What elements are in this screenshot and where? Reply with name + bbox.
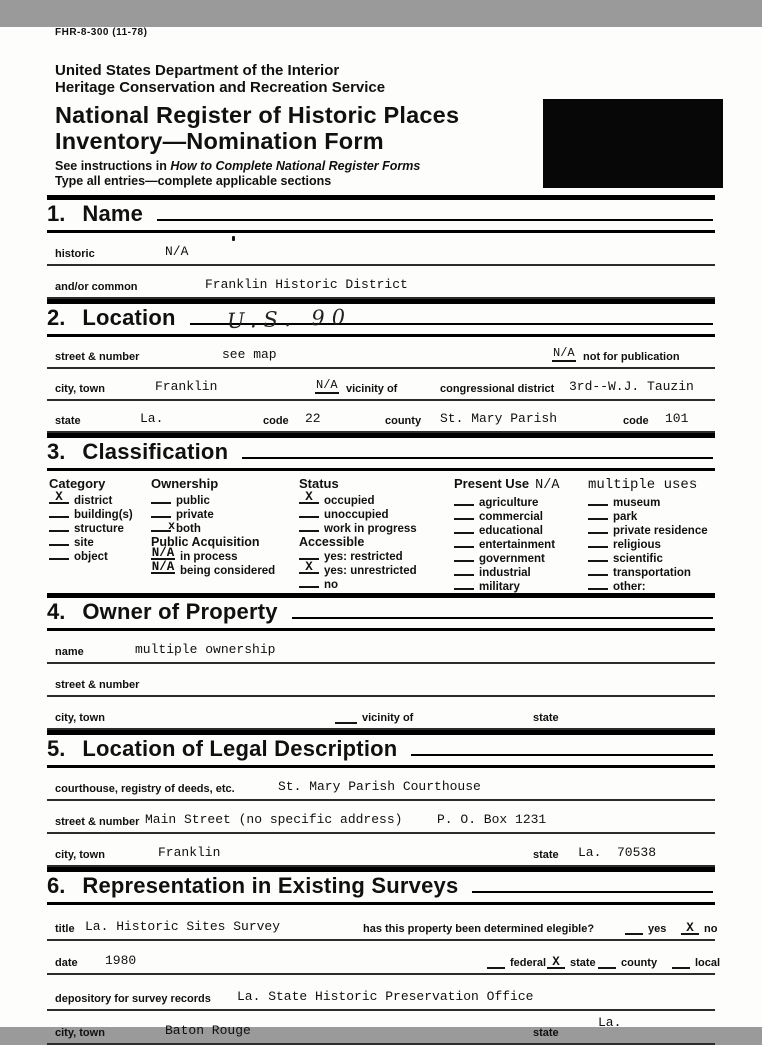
header-rule — [242, 457, 713, 459]
multiple-uses-column — [588, 476, 708, 593]
item-label: public — [176, 495, 210, 507]
check-mark: X — [305, 490, 313, 504]
class-item-government — [454, 551, 559, 565]
class-item-both — [151, 521, 275, 535]
present-use-header-label: Present Use — [454, 476, 530, 491]
check-mark: X — [552, 955, 560, 969]
eligible-no-check — [681, 921, 717, 935]
public-acquisition-subheader: Public Acquisition — [151, 535, 260, 549]
section-location — [47, 299, 715, 433]
section-number: 4. — [47, 599, 66, 624]
state-check-label: state — [570, 957, 596, 969]
survey-title-label: title — [55, 923, 75, 935]
item-label: object — [74, 551, 108, 563]
class-item-unoccupied — [299, 507, 417, 521]
check-blank — [547, 955, 565, 969]
item-label: commercial — [479, 511, 543, 523]
eligible-question: has this property been determined elegible? — [363, 923, 595, 935]
check-blank — [49, 507, 69, 518]
courthouse-value: St. Mary Parish Courthouse — [278, 779, 481, 794]
check-blank — [299, 507, 319, 518]
item-label: transportation — [613, 567, 691, 579]
field-row-depository — [47, 975, 715, 1011]
check-blank — [299, 490, 319, 504]
state-check — [547, 955, 596, 969]
federal-check — [487, 955, 546, 969]
item-label: site — [74, 537, 94, 549]
item-label: occupied — [324, 495, 375, 507]
class-item-public — [151, 493, 275, 507]
check-blank — [588, 509, 608, 520]
section-number: 6. — [47, 873, 66, 898]
class-item-structure — [49, 521, 133, 535]
item-label: park — [613, 511, 638, 523]
class-item-site — [49, 535, 133, 549]
section-title: Classification — [82, 439, 229, 464]
form-code: FHR-8-300 (11-78) — [55, 27, 148, 38]
section-title: Representation in Existing Surveys — [82, 873, 459, 898]
item-label: work in progress — [324, 523, 417, 535]
county-label: county — [621, 957, 658, 969]
check-blank — [335, 710, 357, 724]
status-column — [299, 476, 417, 591]
item-label: entertainment — [479, 539, 556, 551]
status-header: Status — [299, 476, 339, 491]
class-item-private-residence — [588, 523, 708, 537]
vicinity-label: vicinity of — [346, 383, 398, 395]
agency-header — [55, 63, 715, 96]
section-classification — [47, 433, 715, 598]
form-title-line-2: Inventory—Nomination Form — [55, 128, 384, 154]
legal-city-value: Franklin — [158, 845, 221, 860]
field-row-state — [47, 401, 715, 433]
section-number: 2. — [47, 305, 66, 330]
field-row-survey-city — [47, 1011, 715, 1045]
item-label: district — [74, 495, 113, 507]
stray-mark — [232, 236, 235, 241]
field-row-owner-name — [47, 631, 715, 664]
check-blank — [49, 490, 69, 504]
class-item-entertainment — [454, 537, 559, 551]
check-blank — [454, 509, 474, 520]
header-rule — [411, 754, 713, 756]
field-row-survey-date — [47, 941, 721, 975]
common-name-label: and/or common — [55, 281, 138, 293]
check-blank — [299, 521, 319, 532]
legal-street-value-2: P. O. Box 1231 — [437, 812, 547, 827]
code2-value: 101 — [665, 411, 689, 426]
item-label: building(s) — [74, 509, 133, 521]
field-row-courthouse — [47, 768, 715, 801]
class-item-religious — [588, 537, 708, 551]
category-column — [49, 476, 133, 563]
code-value: 22 — [305, 411, 321, 426]
section-owner-header — [47, 598, 715, 631]
field-row-common-name — [47, 266, 715, 299]
class-item-occupied — [299, 490, 417, 507]
header-rule — [157, 219, 713, 221]
section-legal-description — [47, 730, 715, 867]
field-row-owner-street — [47, 664, 715, 697]
county-label: county — [385, 415, 422, 427]
check-blank — [49, 535, 69, 546]
instructions-prefix: See instructions in — [55, 159, 171, 173]
handwritten-us-90: U.S. 90 — [226, 304, 353, 334]
survey-title-value: La. Historic Sites Survey — [85, 919, 281, 934]
section-name-header — [47, 200, 715, 233]
field-row-legal-street — [47, 801, 715, 834]
check-mark: N/A — [151, 560, 175, 574]
survey-date-label: date — [55, 957, 78, 969]
check-blank — [454, 537, 474, 548]
redaction-box — [543, 99, 723, 188]
item-label: no — [324, 579, 339, 591]
section-title: Name — [82, 201, 144, 226]
check-blank — [454, 579, 474, 590]
section-owner — [47, 598, 715, 730]
owner-vicinity-label: vicinity of — [362, 712, 414, 724]
survey-date-value: 1980 — [105, 953, 137, 968]
owner-name-label: name — [55, 646, 84, 658]
common-name-value: Franklin Historic District — [205, 277, 408, 292]
survey-state-label: state — [533, 1027, 559, 1039]
form-title-line-1: National Register of Historic Places — [55, 102, 460, 128]
instructions-line-2: Type all entries—complete applicable sections — [55, 174, 332, 188]
check-blank — [588, 537, 608, 548]
ownership-column — [151, 476, 275, 577]
check-blank — [151, 560, 175, 574]
section-title: Location of Legal Description — [82, 736, 398, 761]
classification-grid — [47, 471, 715, 598]
check-blank — [299, 560, 319, 574]
class-item-private — [151, 507, 275, 521]
courthouse-label: courthouse, registry of deeds, etc. — [55, 783, 235, 795]
section-name — [47, 195, 715, 299]
class-item-being-considered — [151, 560, 276, 577]
eligible-yes-check — [625, 921, 666, 935]
state-label: state — [55, 415, 81, 427]
survey-city-label: city, town — [55, 1027, 105, 1039]
section-legal-header — [47, 735, 715, 768]
check-blank — [625, 921, 643, 935]
legal-city-label: city, town — [55, 849, 105, 861]
historic-value: N/A — [165, 244, 189, 259]
congressional-district-value: 3rd--W.J. Tauzin — [569, 379, 694, 394]
check-blank — [672, 955, 690, 969]
county-check — [598, 955, 657, 969]
local-check — [672, 955, 720, 969]
class-item-scientific — [588, 551, 708, 565]
section-number: 1. — [47, 201, 66, 226]
section-title: Owner of Property — [82, 599, 278, 624]
item-label: educational — [479, 525, 543, 537]
item-label: government — [479, 553, 545, 565]
field-row-owner-city — [47, 697, 715, 730]
check-mark: X — [686, 921, 694, 935]
class-item-agriculture — [454, 495, 559, 509]
legal-street-value: Main Street (no specific address) — [145, 812, 403, 827]
check-mark: x — [168, 520, 175, 533]
class-item-other — [588, 579, 708, 593]
item-label: industrial — [479, 567, 531, 579]
check-blank — [299, 577, 319, 588]
present-use-column — [454, 476, 559, 593]
owner-street-label: street & number — [55, 679, 140, 691]
historic-label: historic — [55, 248, 95, 260]
present-use-na-note: N/A — [535, 478, 560, 493]
check-blank — [49, 549, 69, 560]
owner-city-label: city, town — [55, 712, 105, 724]
class-item-no — [299, 577, 417, 591]
multiple-uses-note — [588, 476, 708, 493]
class-item-industrial — [454, 565, 559, 579]
check-mark: X — [305, 560, 313, 574]
class-item-work-in-progress — [299, 521, 417, 535]
item-label: private — [176, 509, 214, 521]
local-label: local — [695, 957, 721, 969]
check-blank — [588, 523, 608, 534]
check-blank — [151, 520, 175, 533]
check-blank — [454, 551, 474, 562]
section-classification-header — [47, 438, 715, 471]
header-rule — [472, 891, 713, 893]
section-surveys — [47, 867, 721, 1045]
check-blank — [454, 523, 474, 534]
item-label: museum — [613, 497, 661, 509]
instructions-manual-title: How to Complete National Register Forms — [170, 159, 421, 173]
item-label: being considered — [180, 565, 276, 577]
state-value: La. — [140, 411, 164, 426]
city-value: Franklin — [155, 379, 218, 394]
item-label: yes: unrestricted — [324, 565, 417, 577]
section-location-header — [47, 304, 715, 337]
not-for-publication-na: N/A — [553, 346, 575, 360]
item-label: private residence — [613, 525, 708, 537]
multiple-uses-note-text: multiple uses — [588, 477, 698, 493]
section-title: Location — [82, 305, 176, 330]
check-blank — [588, 565, 608, 576]
class-item-military — [454, 579, 559, 593]
field-row-city — [47, 369, 715, 401]
item-label: both — [176, 523, 201, 535]
survey-city-value: Baton Rouge — [165, 1023, 251, 1038]
check-blank — [151, 546, 175, 560]
class-item-yes-unrestricted — [299, 560, 417, 577]
check-blank — [588, 551, 608, 562]
county-value: St. Mary Parish — [440, 411, 558, 426]
street-value: see map — [222, 347, 277, 362]
depository-value: La. State Historic Preservation Office — [237, 989, 534, 1004]
category-header: Category — [49, 476, 106, 491]
field-row-survey-title — [47, 905, 718, 941]
legal-state-value: La. 70538 — [578, 845, 657, 860]
check-blank — [588, 579, 608, 590]
accessible-subheader: Accessible — [299, 535, 365, 549]
section-number: 5. — [47, 736, 66, 761]
class-item-educational — [454, 523, 559, 537]
check-blank — [487, 955, 505, 969]
vicinity-na: N/A — [316, 378, 338, 392]
item-label: religious — [613, 539, 661, 551]
city-label: city, town — [55, 383, 105, 395]
owner-vicinity-check — [335, 710, 413, 724]
check-blank — [151, 507, 171, 518]
owner-state-label: state — [533, 712, 559, 724]
legal-state-label: state — [533, 849, 559, 861]
check-mark: X — [55, 490, 63, 504]
field-row-legal-city — [47, 834, 715, 867]
owner-name-value: multiple ownership — [135, 642, 276, 657]
code-label: code — [263, 415, 289, 427]
check-blank — [454, 495, 474, 506]
present-use-header — [454, 476, 559, 493]
item-label: agriculture — [479, 497, 539, 509]
item-label: military — [479, 581, 520, 593]
agency-line-1: United States Department of the Interior — [55, 62, 340, 79]
class-item-transportation — [588, 565, 708, 579]
header-rule — [292, 617, 713, 619]
code2-label: code — [623, 415, 649, 427]
item-label: yes: restricted — [324, 551, 403, 563]
depository-label: depository for survey records — [55, 993, 211, 1005]
check-blank — [598, 955, 616, 969]
survey-state-value: La. — [598, 1015, 622, 1030]
class-item-object — [49, 549, 133, 563]
yes-label: yes — [648, 923, 667, 935]
field-row-street — [47, 337, 715, 369]
street-label: street & number — [55, 351, 140, 363]
item-label: in process — [180, 551, 238, 563]
check-blank — [454, 565, 474, 576]
item-label: structure — [74, 523, 124, 535]
item-label: scientific — [613, 553, 663, 565]
check-blank — [299, 549, 319, 560]
check-blank — [151, 493, 171, 504]
class-item-park — [588, 509, 708, 523]
not-for-publication-label: not for publication — [583, 351, 680, 363]
class-item-district — [49, 490, 133, 507]
section-number: 3. — [47, 439, 66, 464]
class-item-museum — [588, 495, 708, 509]
congressional-district-label: congressional district — [440, 383, 555, 395]
check-blank — [681, 921, 699, 935]
check-mark: N/A — [151, 546, 175, 560]
federal-label: federal — [510, 957, 547, 969]
section-surveys-header — [47, 872, 715, 905]
no-label: no — [704, 923, 718, 935]
legal-street-label: street & number — [55, 816, 140, 828]
class-item-buildings — [49, 507, 133, 521]
ownership-header: Ownership — [151, 476, 219, 491]
check-blank — [588, 495, 608, 506]
field-row-historic — [47, 233, 715, 266]
class-item-commercial — [454, 509, 559, 523]
agency-line-2: Heritage Conservation and Recreation Service — [55, 78, 386, 96]
item-label: other: — [613, 581, 646, 593]
nomination-form-page — [0, 27, 762, 1039]
check-blank — [49, 521, 69, 532]
item-label: unoccupied — [324, 509, 389, 521]
